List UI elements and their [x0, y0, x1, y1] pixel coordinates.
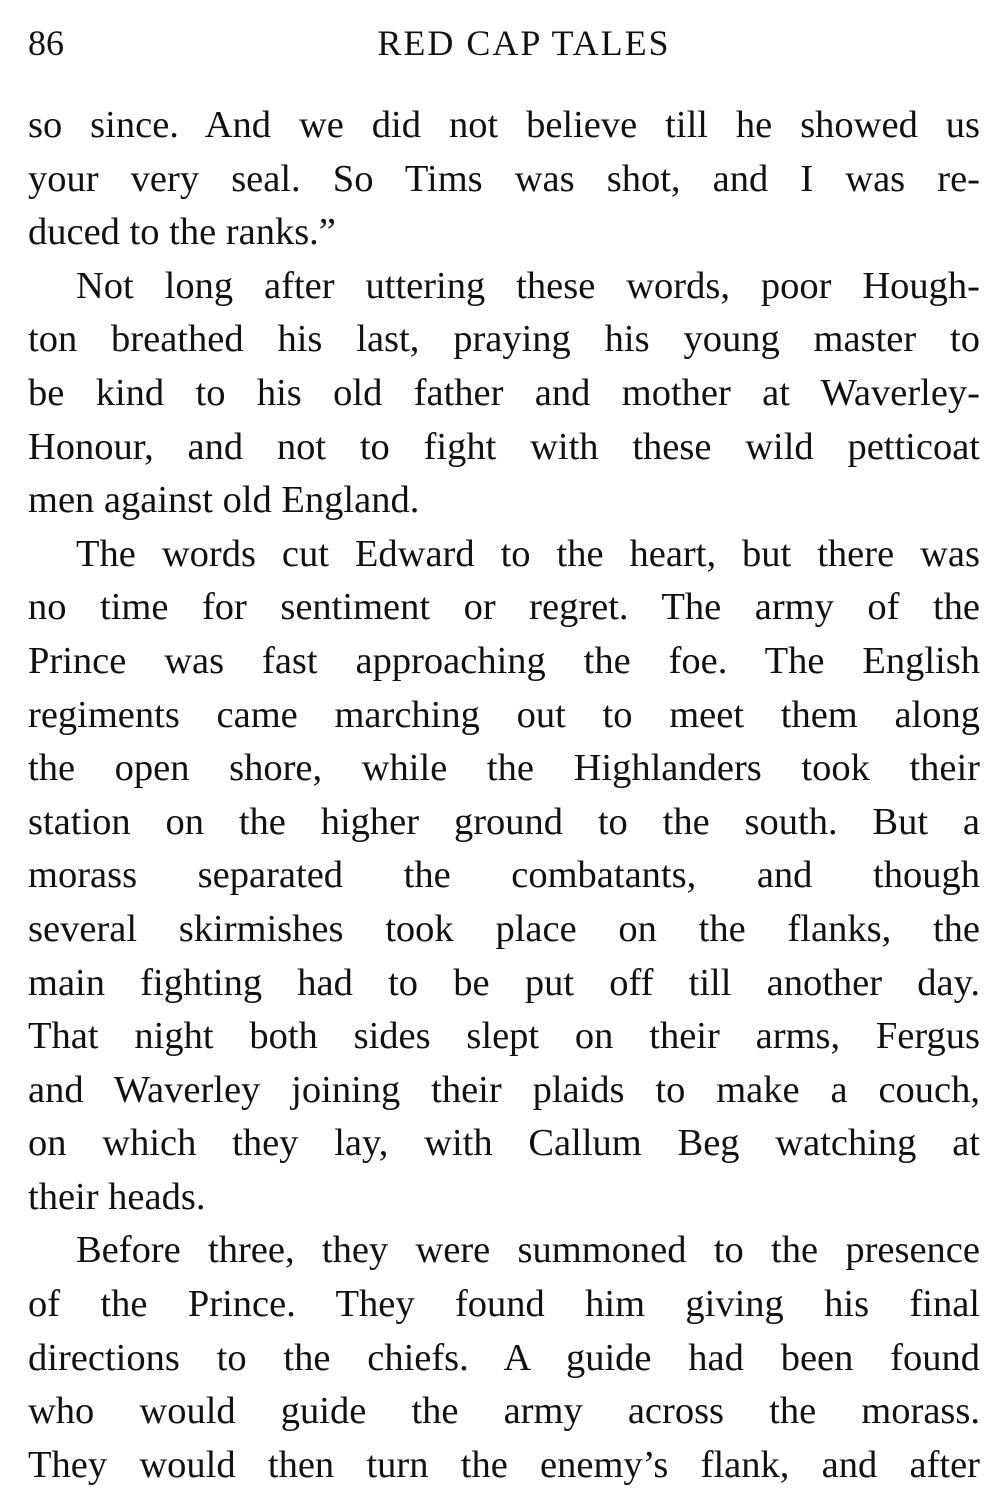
- text-line: of the Prince. They found him giving his final: [28, 1283, 980, 1326]
- page-number: 86: [28, 23, 64, 63]
- paragraph: [28, 260, 980, 528]
- text-line: That night both sides slept on their arms, Fergus: [28, 1015, 980, 1058]
- body-text: [28, 99, 980, 1492]
- text-line: Before three, they were summoned to the presence: [76, 1229, 980, 1272]
- text-line: regiments came marching out to meet them along: [28, 693, 980, 736]
- text-line: their heads.: [28, 1175, 206, 1218]
- text-line: no time for sentiment or regret. The army of the: [28, 586, 980, 629]
- paragraph: [28, 528, 980, 1225]
- text-line: morass separated the combatants, and though: [28, 854, 980, 897]
- text-line: who would guide the army across the morass.: [28, 1390, 980, 1433]
- text-line: Honour, and not to fight with these wild petticoat: [28, 425, 980, 468]
- text-line: The words cut Edward to the heart, but there was: [76, 532, 980, 575]
- text-line: be kind to his old father and mother at Waverley-: [28, 371, 980, 414]
- running-title: RED CAP TALES: [377, 23, 671, 63]
- text-line: main fighting had to be put off till another day.: [28, 961, 980, 1004]
- text-line: men against old England.: [28, 479, 420, 522]
- running-head: [28, 18, 980, 68]
- text-line: several skirmishes took place on the flanks, the: [28, 907, 980, 950]
- text-line: ton breathed his last, praying his young master to: [28, 318, 980, 361]
- text-line: station on the higher ground to the south. But a: [28, 800, 980, 843]
- text-line: They would then turn the enemy’s flank, and after: [28, 1443, 980, 1486]
- paragraph: [28, 1224, 980, 1492]
- paragraph: [28, 99, 980, 260]
- text-line: Not long after uttering these words, poor Hough-: [76, 264, 980, 307]
- text-line: directions to the chiefs. A guide had been found: [28, 1336, 980, 1379]
- text-line: duced to the ranks.”: [28, 211, 336, 254]
- text-line: your very seal. So Tims was shot, and I was re-: [28, 157, 980, 200]
- text-line: Prince was fast approaching the foe. The English: [28, 639, 980, 682]
- text-line: the open shore, while the Highlanders took their: [28, 747, 980, 790]
- text-line: so since. And we did not believe till he showed us: [28, 104, 980, 146]
- text-line: on which they lay, with Callum Beg watching at: [28, 1122, 980, 1165]
- text-line: and Waverley joining their plaids to make a couch,: [28, 1068, 980, 1111]
